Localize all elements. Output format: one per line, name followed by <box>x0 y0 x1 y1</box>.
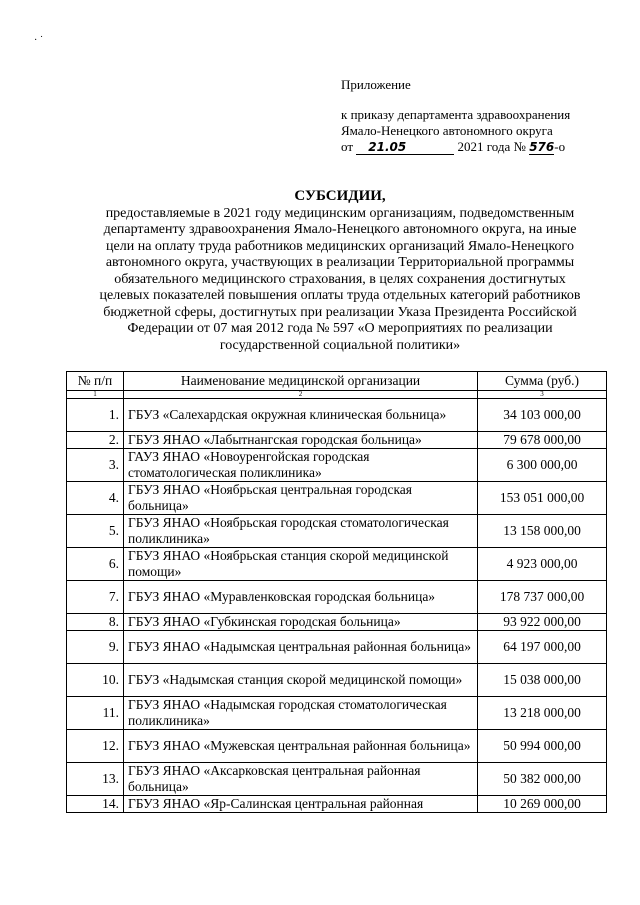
table-row <box>67 399 607 432</box>
heading-line: государственной социальной политики» <box>219 337 461 353</box>
row-sum: 13 158 000,00 <box>478 515 607 548</box>
row-sum: 4 923 000,00 <box>478 548 607 581</box>
header-sum: Сумма (руб.) <box>478 372 607 391</box>
row-number: 10. <box>67 664 124 697</box>
table-row <box>67 449 607 482</box>
row-number: 8. <box>67 614 124 631</box>
heading-line: департаменту здравоохранения Ямало-Ненецкого автономного округа, на иные <box>103 222 577 237</box>
row-organization: ГБУЗ ЯНАО «Лабытнангская городская больница» <box>124 432 478 449</box>
row-sum: 178 737 000,00 <box>478 581 607 614</box>
scan-specks: · ˙ <box>34 35 44 46</box>
row-organization: ГБУЗ ЯНАО «Мужевская центральная районная больница» <box>124 730 478 763</box>
heading-line: целевых показателей повышения оплаты труда отдельных категорий работников <box>99 288 581 303</box>
appendix-line-1: к приказу департамента здравоохранения <box>341 107 571 122</box>
row-organization: ГБУЗ ЯНАО «Яр-Салинская центральная районная <box>124 796 478 813</box>
table-row <box>67 697 607 730</box>
row-organization: ГБУЗ ЯНАО «Губкинская городская больница» <box>124 614 478 631</box>
row-organization: ГБУЗ ЯНАО «Аксарковская центральная районная больница» <box>124 763 478 796</box>
row-sum: 153 051 000,00 <box>478 482 607 515</box>
row-number: 6. <box>67 548 124 581</box>
row-sum: 64 197 000,00 <box>478 631 607 664</box>
row-number: 7. <box>67 581 124 614</box>
table-row <box>67 763 607 796</box>
order-number-handwritten: 576 <box>529 140 555 154</box>
index-cell: 3 <box>478 391 607 399</box>
row-organization: ГБУЗ ЯНАО «Ноябрьская городская стоматологическая поликлиника» <box>124 515 478 548</box>
heading-description <box>60 206 620 355</box>
row-organization: ГАУЗ ЯНАО «Новоуренгойская городская стоматологическая поликлиника» <box>124 449 478 482</box>
row-sum: 50 994 000,00 <box>478 730 607 763</box>
index-cell: 1 <box>67 391 124 399</box>
table-row <box>67 614 607 631</box>
heading-line: бюджетной сферы, достигнутых при реализации Указа Президента Российской <box>103 304 577 320</box>
row-number: 4. <box>67 482 124 515</box>
heading-line: предоставляемые в 2021 году медицинским организациям, подведомственным <box>105 205 575 221</box>
order-suffix: -о <box>554 139 566 154</box>
row-number: 3. <box>67 449 124 482</box>
heading-title: СУБСИДИИ, <box>294 188 386 204</box>
row-sum: 93 922 000,00 <box>478 614 607 631</box>
table-row <box>67 664 607 697</box>
table-row <box>67 796 607 813</box>
row-sum: 79 678 000,00 <box>478 432 607 449</box>
row-number: 2. <box>67 432 124 449</box>
row-sum: 13 218 000,00 <box>478 697 607 730</box>
table-row <box>67 730 607 763</box>
row-number: 1. <box>67 399 124 432</box>
row-organization: ГБУЗ «Надымская станция скорой медицинской помощи» <box>124 664 478 697</box>
heading-line: цели на оплату труда работников медицинских организаций Ямало-Ненецкого <box>106 238 574 254</box>
appendix-title: Приложение <box>341 77 411 92</box>
row-organization: ГБУЗ ЯНАО «Ноябрьская станция скорой медицинской помощи» <box>124 548 478 581</box>
row-organization: ГБУЗ ЯНАО «Муравленковская городская больница» <box>124 581 478 614</box>
heading-line: автономного округа, участвующих в реализации Территориальной программы <box>105 255 575 270</box>
row-organization: ГБУЗ «Салехардская окружная клиническая больница» <box>124 399 478 432</box>
table-row <box>67 432 607 449</box>
heading-line: обязательного медицинского страхования, в целях сохранения достигнутых <box>114 271 566 287</box>
row-organization: ГБУЗ ЯНАО «Надымская городская стоматологическая поликлиника» <box>124 697 478 730</box>
row-number: 12. <box>67 730 124 763</box>
table-row <box>67 548 607 581</box>
row-number: 13. <box>67 763 124 796</box>
appendix-line-2: Ямало-Ненецкого автономного округа <box>341 123 553 138</box>
table-row <box>67 515 607 548</box>
table-header-row <box>67 372 607 391</box>
table-row <box>67 631 607 664</box>
heading-line: Федерации от 07 мая 2012 года № 597 «О мероприятиях по реализации <box>127 321 553 336</box>
row-organization: ГБУЗ ЯНАО «Ноябрьская центральная городская больница» <box>124 482 478 515</box>
subsidies-table <box>66 371 607 813</box>
header-number: № п/п <box>67 372 124 391</box>
row-number: 5. <box>67 515 124 548</box>
table-index-row <box>67 391 607 399</box>
row-organization: ГБУЗ ЯНАО «Надымская центральная районная больница» <box>124 631 478 664</box>
row-sum: 15 038 000,00 <box>478 664 607 697</box>
row-sum: 34 103 000,00 <box>478 399 607 432</box>
document-heading <box>60 188 620 354</box>
table-row <box>67 581 607 614</box>
index-cell: 2 <box>124 391 478 399</box>
row-sum: 50 382 000,00 <box>478 763 607 796</box>
table-row <box>67 482 607 515</box>
row-number: 11. <box>67 697 124 730</box>
appendix-block <box>341 77 601 155</box>
from-label: от <box>341 139 354 154</box>
order-date-handwritten: 21.05 <box>356 141 454 155</box>
year-text: 2021 года № <box>457 139 526 154</box>
row-number: 14. <box>67 796 124 813</box>
header-organization: Наименование медицинской организации <box>124 372 478 391</box>
row-sum: 6 300 000,00 <box>478 449 607 482</box>
order-date-line <box>341 139 601 155</box>
row-number: 9. <box>67 631 124 664</box>
row-sum: 10 269 000,00 <box>478 796 607 813</box>
